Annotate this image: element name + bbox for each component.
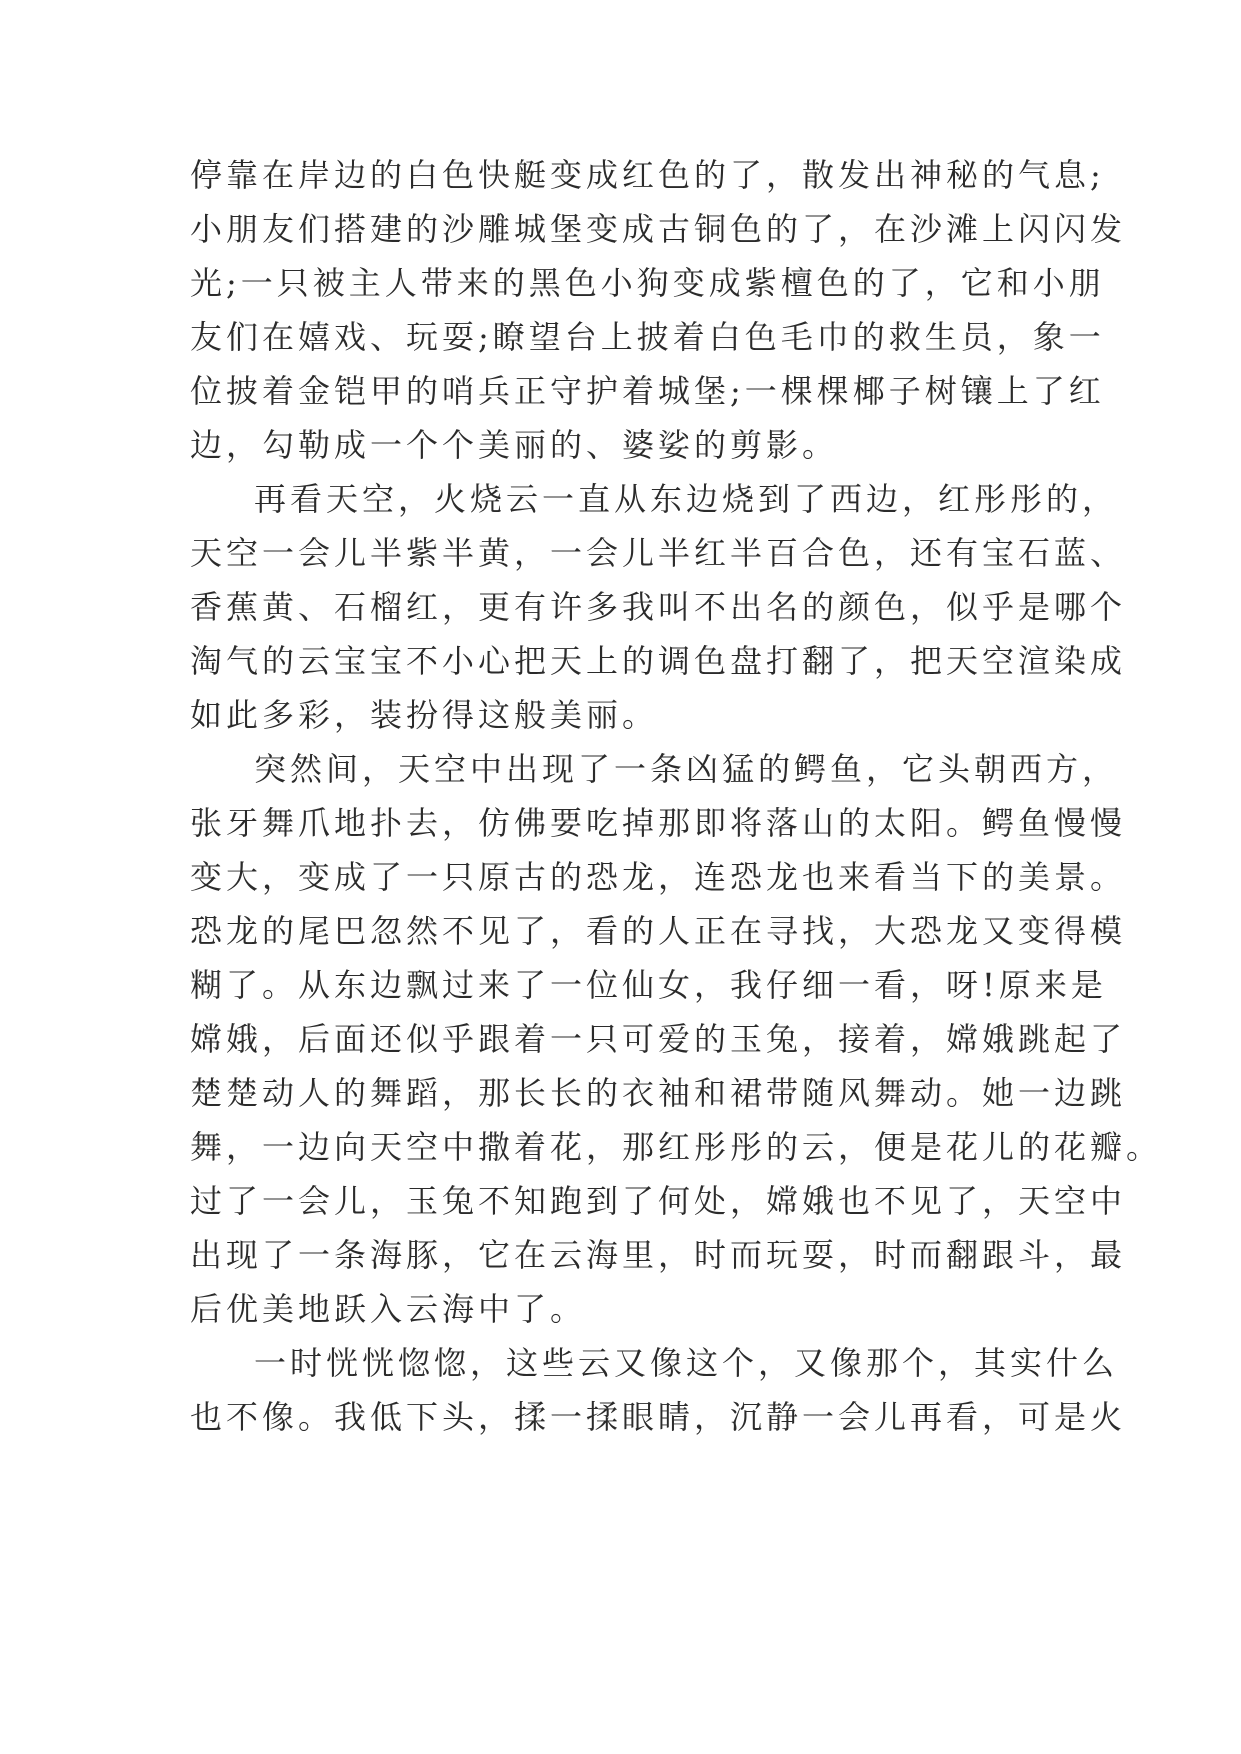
text-line: 停靠在岸边的白色快艇变成红色的了，散发出神秘的气息;: [190, 156, 1105, 194]
text-line: 过了一会儿，玉兔不知跑到了何处，嫦娥也不见了，天空中: [190, 1182, 1127, 1220]
text-line: 友们在嬉戏、玩耍;瞭望台上披着白色毛巾的救生员，象一: [190, 318, 1105, 356]
text-line: 张牙舞爪地扑去，仿佛要吃掉那即将落山的太阳。鳄鱼慢慢: [190, 804, 1127, 842]
text-line: 一时恍恍惚惚，这些云又像这个，又像那个，其实什么: [254, 1344, 1119, 1382]
text-line: 天空一会儿半紫半黄，一会儿半红半百合色，还有宝石蓝、: [190, 534, 1127, 572]
text-line: 舞，一边向天空中撒着花，那红彤彤的云，便是花儿的花瓣。: [190, 1128, 1163, 1166]
text-line: 也不像。我低下头，揉一揉眼睛，沉静一会儿再看，可是火: [190, 1398, 1127, 1436]
text-line: 淘气的云宝宝不小心把天上的调色盘打翻了，把天空渲染成: [190, 642, 1127, 680]
text-line: 位披着金铠甲的哨兵正守护着城堡;一棵棵椰子树镶上了红: [190, 372, 1105, 410]
text-line: 边，勾勒成一个个美丽的、婆娑的剪影。: [190, 426, 839, 464]
text-line: 香蕉黄、石榴红，更有许多我叫不出名的颜色，似乎是哪个: [190, 588, 1127, 626]
text-line: 楚楚动人的舞蹈，那长长的衣袖和裙带随风舞动。她一边跳: [190, 1074, 1127, 1112]
body-text: [190, 148, 1163, 1444]
text-line: 如此多彩，装扮得这般美丽。: [190, 696, 659, 734]
text-line: 再看天空，火烧云一直从东边烧到了西边，红彤彤的，: [254, 480, 1119, 518]
text-line: 后优美地跃入云海中了。: [190, 1290, 587, 1328]
text-line: 光;一只被主人带来的黑色小狗变成紫檀色的了，它和小朋: [190, 264, 1105, 302]
text-line: 小朋友们搭建的沙雕城堡变成古铜色的了，在沙滩上闪闪发: [190, 210, 1127, 248]
text-line: 糊了。从东边飘过来了一位仙女，我仔细一看，呀!原来是: [190, 966, 1107, 1004]
text-line: 嫦娥，后面还似乎跟着一只可爱的玉兔，接着，嫦娥跳起了: [190, 1020, 1127, 1058]
text-line: 出现了一条海豚，它在云海里，时而玩耍，时而翻跟斗，最: [190, 1236, 1127, 1274]
text-line: 变大，变成了一只原古的恐龙，连恐龙也来看当下的美景。: [190, 858, 1127, 896]
text-line: 突然间，天空中出现了一条凶猛的鳄鱼，它头朝西方，: [254, 750, 1119, 788]
text-line: 恐龙的尾巴忽然不见了，看的人正在寻找，大恐龙又变得模: [190, 912, 1127, 950]
